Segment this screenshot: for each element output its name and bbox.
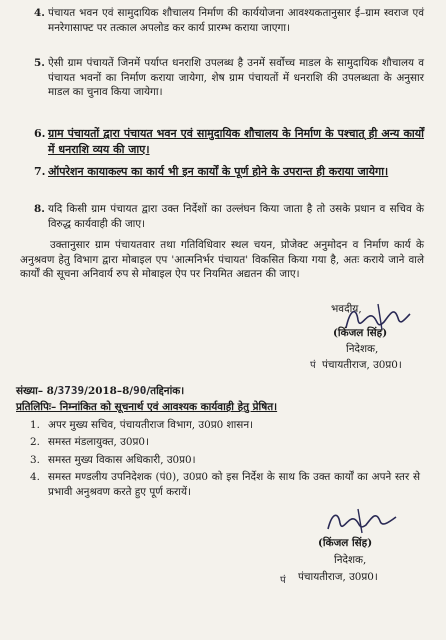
signatory-name: (किंजल सिंह) [333,327,388,339]
signatory-office: पंचायतीराज, उ0प्र0। [322,359,402,371]
point-7 [34,164,424,180]
signatory-designation: निदेशक, [334,554,367,566]
reference-serial-handwritten: 90 [133,384,147,397]
reference-number [16,384,184,398]
closing-paragraph [20,238,424,282]
reference-prefix: संख्या– 8/ [16,385,58,397]
signatory-name: (किंजल सिंह) [318,537,373,549]
point-4 [34,6,424,35]
point-number: 5. [34,57,45,69]
reference-suffix: /तद्दिनांक। [146,385,185,397]
point-number: 7. [34,165,46,178]
point-number: 4. [34,7,45,19]
point-text: यदि किसी ग्राम पंचायत द्वारा उक्त निर्देशों का उल्लंघन किया जाता है तो उसके प्रधान व सचिव के विरुद्ध कार्यवाही की जाए। [48,203,424,230]
signatory-designation: निदेशक, [346,343,379,355]
handwritten-signature-2 [322,505,402,539]
point-text: ऐसी ग्राम पंचायतें जिनमें पर्याप्त धनराशि उपलब्ध है उनमें सर्वोच्च माडल के सामुदायिक शौचालय व पंचायत भवनों का निर्माण कराया जायेगा, शेष ग्राम पंचायतों में धनराशि की उपलब्धता के अनुसार माडल का चुनाव किया जायेगा। [48,57,424,99]
point-number: 8. [34,203,45,215]
point-5 [34,56,424,100]
list-item: 3. समस्त मुख्य विकास अधिकारी, उ0प्र0। [30,453,196,466]
point-8 [34,202,424,231]
list-item: 2. समस्त मंडलायुक्त, उ0प्र0। [30,436,149,449]
copy-recipient-list [30,418,420,499]
list-item: 1. अपर मुख्य सचिव, पंचायतीराज विभाग, उ0प्र0 शासन। [30,419,254,431]
copy-heading [16,400,277,414]
point-number: 6. [34,127,46,140]
reference-number-handwritten: 3739 [57,384,85,397]
point-6 [34,126,424,157]
closing-salutation: भवदीय, [331,303,362,315]
signatory-office: पंचायतीराज, उ0प्र0। [298,571,378,583]
handwritten-mark: पं [310,360,316,371]
point-text: ग्राम पंचायतों द्वारा पंचायत भवन एवं सामुदायिक शौचालय के निर्माण के पश्चात् ही अन्य कार्यों में धनराशि व्यय की जाए। [48,127,424,156]
list-item: 4. समस्त मण्डलीय उपनिदेशक (पं0), उ0प्र0 को इस निर्देश के साथ कि उक्त कार्यों का अपने स्तर से प्रभावी अनुश्रवण करते हुए पूर्ण करायें। [30,471,420,498]
point-text: ऑपरेशन कायाकल्प का कार्य भी इन कार्यों के पूर्ण होने के उपरान्त ही कराया जायेगा। [48,165,389,178]
handwritten-mark: पं [280,575,286,586]
closing-paragraph-text: उक्तानुसार ग्राम पंचायतवार तथा गतिविधिवार स्थल चयन, प्रोजेक्ट अनुमोदन व निर्माण कार्य के अनुश्रवण हेतु विभाग द्वारा मोबाइल एप 'आत्मनिर्भर पंचायत' विकसित किया गया है, अतः कराये जाने वाले कार्यों की सूचना अनिवार्य रुप से मोबाइल ऐप पर नियमित अद्यतन की जाए। [20,239,424,281]
reference-mid: /2018–8/ [84,385,134,397]
point-text: पंचायत भवन एवं सामुदायिक शौचालय निर्माण की कार्ययोजना आवश्यकतानुसार ई–ग्राम स्वराज एवं मनरेगासाफ्ट पर तत्काल अपलोड कर कार्य प्रारम्भ कराया जाएगा। [48,7,424,34]
copy-heading-text: प्रतिलिपिः– निम्नांकित को सूचनार्थ एवं आवश्यक कार्यवाही हेतु प्रेषित। [16,401,278,413]
